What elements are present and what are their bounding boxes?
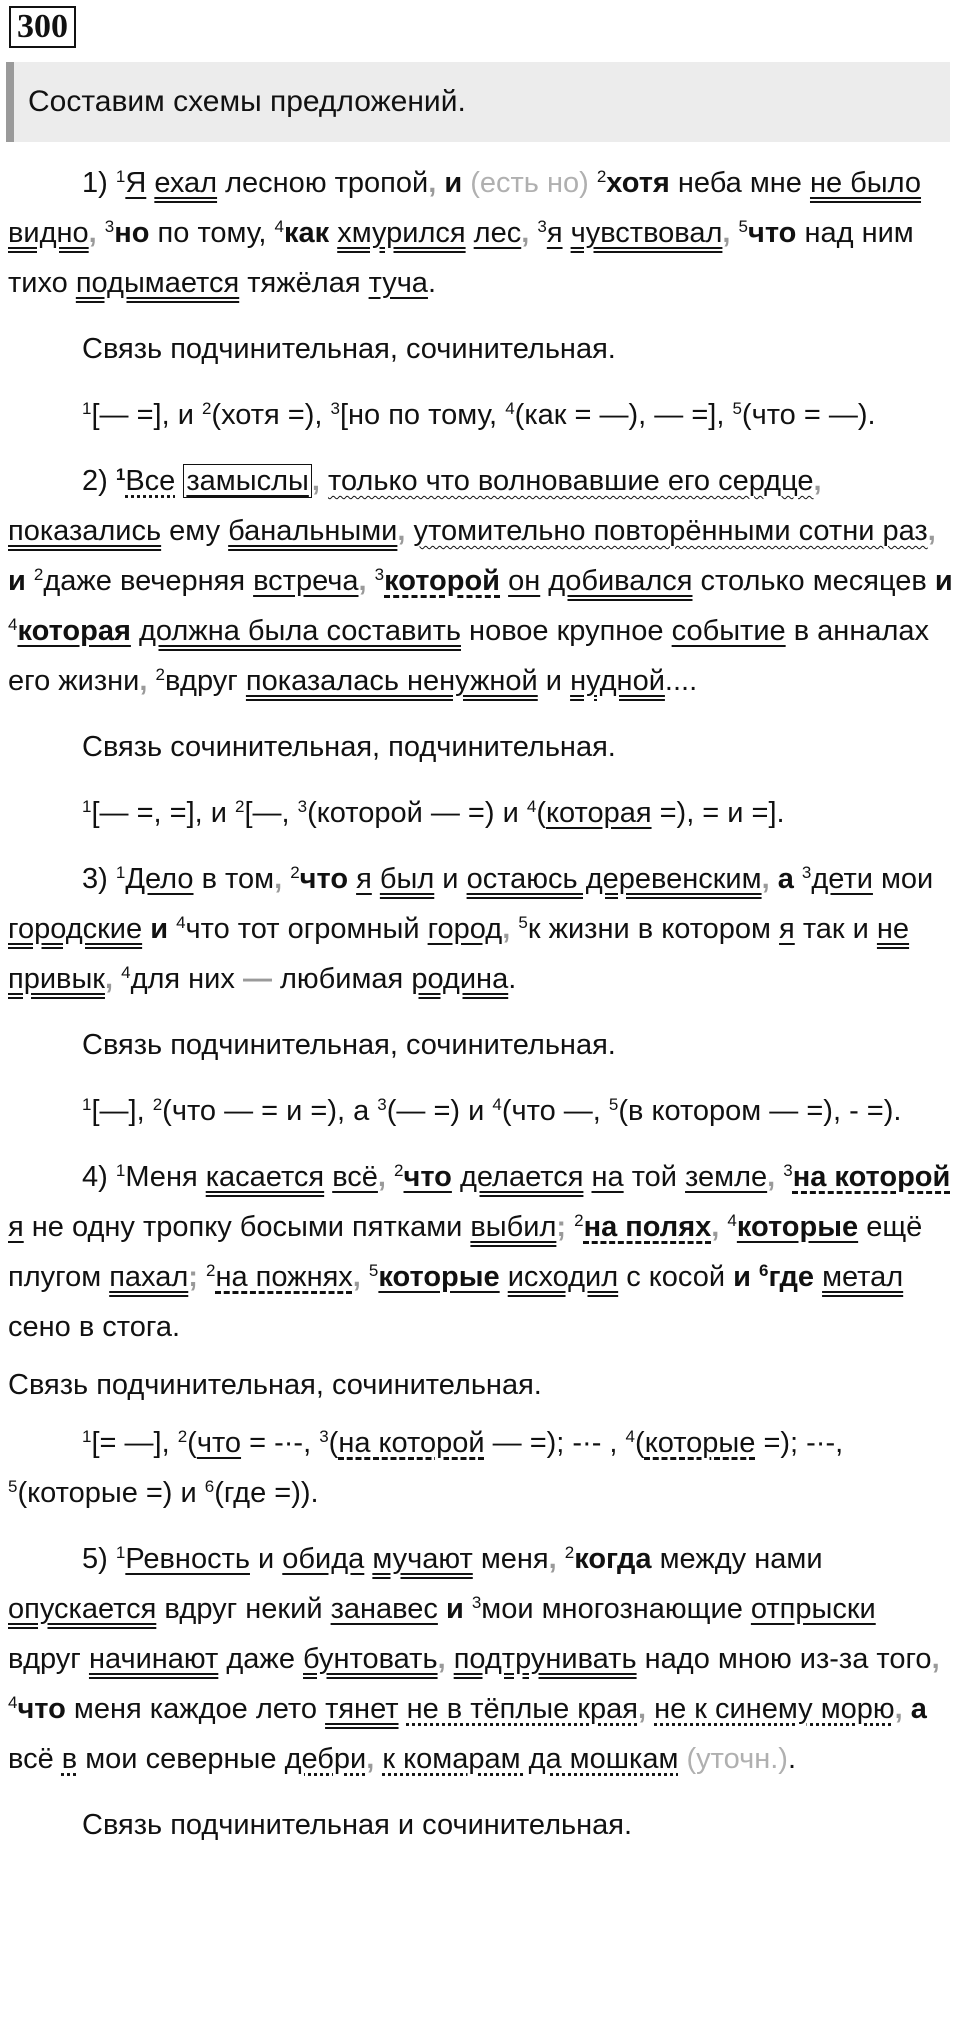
task-banner: Составим схемы предложений. (6, 62, 950, 142)
exercise-number: 300 (9, 6, 76, 48)
sentence-3-scheme: $^1$[—], $^2$(что — = и =), а $^3$(— =) и $^4$(что —, $^5$(в котором — =), - =). (82, 1095, 902, 1127)
sentence-1-scheme: $^1$[— =], и $^2$(хотя =), $^3$[но по тому, $^4$(как = —), — =], $^5$(что = —). (82, 399, 876, 431)
sentence-5-link: Связь подчинительная и сочинительная. (82, 1809, 633, 1841)
sentence-4-scheme: $^1$[= —], $^2$(что = -·-, $^3$(на которой — =); -·- , $^4$(которые =); -·-, $^5$(которые =) и $^6$(где =)). (8, 1427, 844, 1509)
sentence-5: 5) $^1$Ревность и обида мучают меня, $^2$когда между нами опускается вдруг некий занавес и $^3$мои многознающие отпрыски вдруг начинают даже бунтовать, подтрунивать надо мною из-за того, $^4$что меня каждое лето тянет не в тёплые края, не к синему морю, а всё в мои северные дебри, к комарам да мошкам (уточн.). (8, 1543, 940, 1775)
sentence-3-link: Связь подчинительная, сочинительная. (82, 1029, 616, 1061)
sentence-1: 1) $^1$Я ехал лесною тропой, и (есть но) $^2$хотя неба мне не было видно, $^3$но по тому, $^4$как хмурился лес, $^3$я чувствовал, $^5$что над ним тихо подымается тяжёлая туча. (8, 167, 922, 299)
sentence-2: 2) $^1$Все замыслы , только что волновавшие его сердце, показались ему банальными, утомительно повторёнными сотни раз, и $^2$даже вечерняя встреча, $^3$которой он добивался столько месяцев и $^4$которая должна была составить новое крупное событие в анналах его жизни, $^2$вдруг показалась ненужной и нудной.... (8, 465, 953, 697)
sentence-4: 4) $^1$Меня касается всё, $^2$что делается на той земле, $^3$на которой я не одну тропку босыми пятками выбил; $^2$на полях, $^4$которые ещё плугом пахал; $^2$на пожнях, $^5$которые исходил с косой и $^6$где метал сено в стога. (8, 1161, 951, 1343)
sentence-1-link: Связь подчинительная, сочинительная. (82, 333, 616, 365)
sentence-3: 3) $^1$Дело в том, $^2$что я был и остаюсь деревенским, а $^3$дети мои городские и $^4$что тот огромный город, $^5$к жизни в котором я так и не привык, $^4$для них — любимая родина. (8, 863, 934, 995)
sentence-2-link: Связь сочинительная, подчинительная. (82, 731, 616, 763)
sentence-2-scheme: $^1$[— =, =], и $^2$[—, $^3$(которой — =) и $^4$(которая =), = и =]. (82, 797, 785, 829)
content (8, 158, 953, 1866)
sentence-4-link: Связь подчинительная, сочинительная. (8, 1369, 542, 1401)
